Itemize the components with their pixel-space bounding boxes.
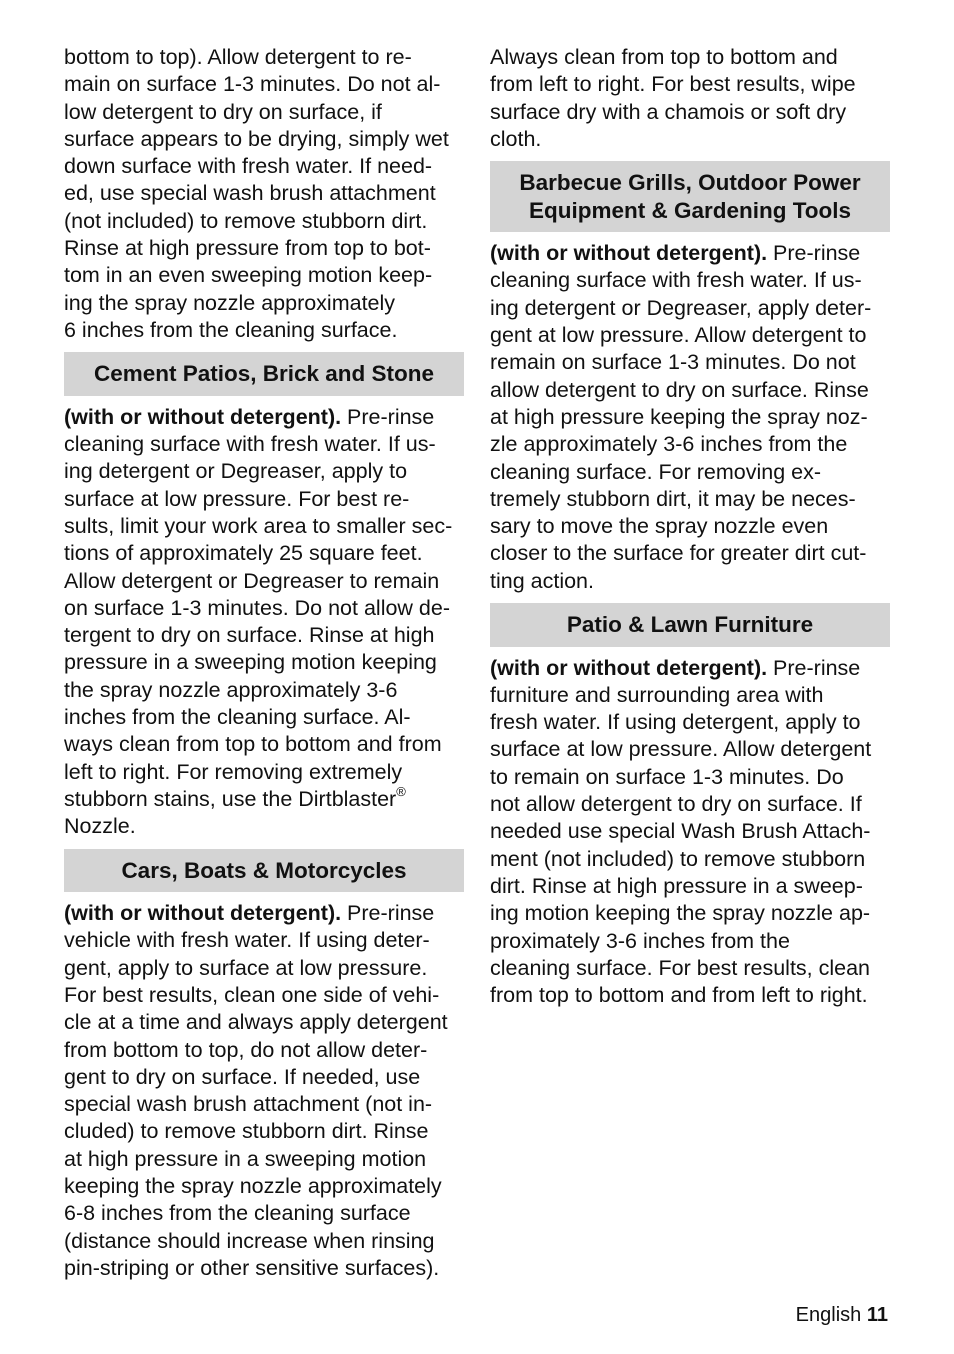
section-heading-cement: Cement Patios, Brick and Stone [64,352,464,396]
bbq-heading-line2: Equipment & Gardening Tools [528,197,852,223]
paragraph-bbq [490,240,890,595]
text-line: ing detergent or Degreaser, apply deter- [490,295,872,320]
left-column [64,44,464,1282]
text-line: 6-8 inches from the cleaning surface [64,1201,411,1226]
text-line: from top to bottom and from left to right. [490,983,868,1008]
text-line: gent to dry on surface. If needed, use [64,1064,421,1089]
text-line: Allow detergent or Degreaser to remain [64,568,440,593]
text-line: cleaning surface. For best results, clean [490,955,871,980]
cement-last-line: Nozzle. [64,814,136,839]
text-line: sults, limit your work area to smaller sec- [64,513,453,538]
text-line: zle approximately 3-6 inches from the [490,432,848,457]
lead-rest: Pre-rinse [767,241,861,266]
text-line: For best results, clean one side of vehi- [64,982,440,1007]
patio-body-lines [490,683,871,1007]
text-line: pin-striping or other sensitive surfaces). [64,1255,440,1280]
text-line: cleaning surface with fresh water. If us- [64,432,436,457]
text-line: ing motion keeping the spray nozzle ap- [490,901,871,926]
text-line: to remain on surface 1-3 minutes. Do [490,764,844,789]
text-line: Always clean from top to bottom and [490,45,838,69]
right-column [490,44,890,1009]
lead-rest: Pre-rinse [341,404,435,429]
cars-body-lines [64,928,448,1280]
text-line: tom in an even sweeping motion keep- [64,263,433,288]
text-line: allow detergent to dry on surface. Rinse [490,377,869,402]
intro-paragraph-left [64,44,464,344]
intro-paragraph-right [490,44,890,153]
text-line: vehicle with fresh water. If using deter- [64,928,430,953]
bbq-body-lines [490,268,871,592]
section-heading-cars: Cars, Boats & Motorcycles [64,849,464,893]
text-line: ting action. [490,568,594,593]
text-line: the spray nozzle approximately 3-6 [64,677,398,702]
text-line: from bottom to top, do not allow deter- [64,1037,428,1062]
text-line: gent, apply to surface at low pressure. [64,955,428,980]
text-line: fresh water. If using detergent, apply to [490,710,861,735]
text-line: special wash brush attachment (not in- [64,1092,433,1117]
text-line: cluded) to remove stubborn dirt. Rinse [64,1119,429,1144]
text-line: at high pressure keeping the spray noz- [490,404,868,429]
section-heading-patio: Patio & Lawn Furniture [490,603,890,647]
text-line: not allow detergent to dry on surface. If [490,792,862,817]
text-line: ing detergent or Degreaser, apply to [64,459,408,484]
bbq-heading-line1: Barbecue Grills, Outdoor Power [519,170,861,196]
text-line: at high pressure in a sweeping motion [64,1146,427,1171]
text-line: (distance should increase when rinsing [64,1228,435,1253]
text-line: ing the spray nozzle approximately [64,290,396,315]
text-line: bottom to top). Allow detergent to re- [64,45,412,69]
text-line: low detergent to dry on surface, if [64,99,382,124]
text-line: tremely stubborn dirt, it may be neces- [490,486,856,511]
text-line: cle at a time and always apply detergent [64,1010,448,1035]
lead-rest: Pre-rinse [341,901,435,926]
text-line: cleaning surface. For removing ex- [490,459,822,484]
text-line: tergent to dry on surface. Rinse at high [64,623,435,648]
text-line: keeping the spray nozzle approximately [64,1173,442,1198]
lead-text: (with or without detergent). [64,901,342,926]
text-line: ed, use special wash brush attachment [64,181,436,206]
text-line: Rinse at high pressure from top to bot- [64,236,431,261]
text-line: surface at low pressure. For best re- [64,486,410,511]
text-line: needed use special Wash Brush Attach- [490,819,871,844]
text-line: closer to the surface for greater dirt cut- [490,541,867,566]
page-number: 11 [866,1304,888,1326]
text-line: down surface with fresh water. If need- [64,154,433,179]
text-line: cleaning surface with fresh water. If us- [490,268,862,293]
cement-body-lines [64,432,452,784]
text-line: furniture and surrounding area with [490,682,824,707]
text-line: ways clean from top to bottom and from [64,732,442,757]
paragraph-cement [64,404,464,841]
section-heading-bbq [490,161,890,232]
text-line: dirt. Rinse at high pressure in a sweep- [490,873,863,898]
text-line: pressure in a sweeping motion keeping [64,650,437,675]
lead-text: (with or without detergent). [64,404,342,429]
paragraph-cars [64,900,464,1282]
text-line: left to right. For removing extremely [64,759,403,784]
lead-text: (with or without detergent). [490,655,768,680]
text-line: surface at low pressure. Allow detergent [490,737,872,762]
lead-rest: Pre-rinse [767,655,861,680]
text-line: (not included) to remove stubborn dirt. [64,208,428,233]
text-line: sary to move the spray nozzle even [490,514,829,539]
text-line: on surface 1-3 minutes. Do not allow de- [64,595,451,620]
registered-mark: ® [396,783,406,799]
page-footer [796,1303,888,1327]
paragraph-patio [490,655,890,1010]
text-line: proximately 3-6 inches from the [490,928,790,953]
dirtblaster-line: stubborn stains, use the Dirtblaster [64,786,397,811]
lead-text: (with or without detergent). [490,241,768,266]
text-line: tions of approximately 25 square feet. [64,541,423,566]
text-line: gent at low pressure. Allow detergent to [490,323,867,348]
text-line: cloth. [490,126,542,151]
text-line: surface appears to be drying, simply wet [64,126,449,151]
text-line: surface dry with a chamois or soft dry [490,99,847,124]
text-line: remain on surface 1-3 minutes. Do not [490,350,856,375]
text-line: ment (not included) to remove stubborn [490,846,866,871]
text-line: 6 inches from the cleaning surface. [64,317,398,342]
text-line: inches from the cleaning surface. Al- [64,705,411,730]
text-line: main on surface 1-3 minutes. Do not al- [64,72,441,97]
text-line: from left to right. For best results, wipe [490,72,856,97]
footer-language: English [795,1304,862,1326]
